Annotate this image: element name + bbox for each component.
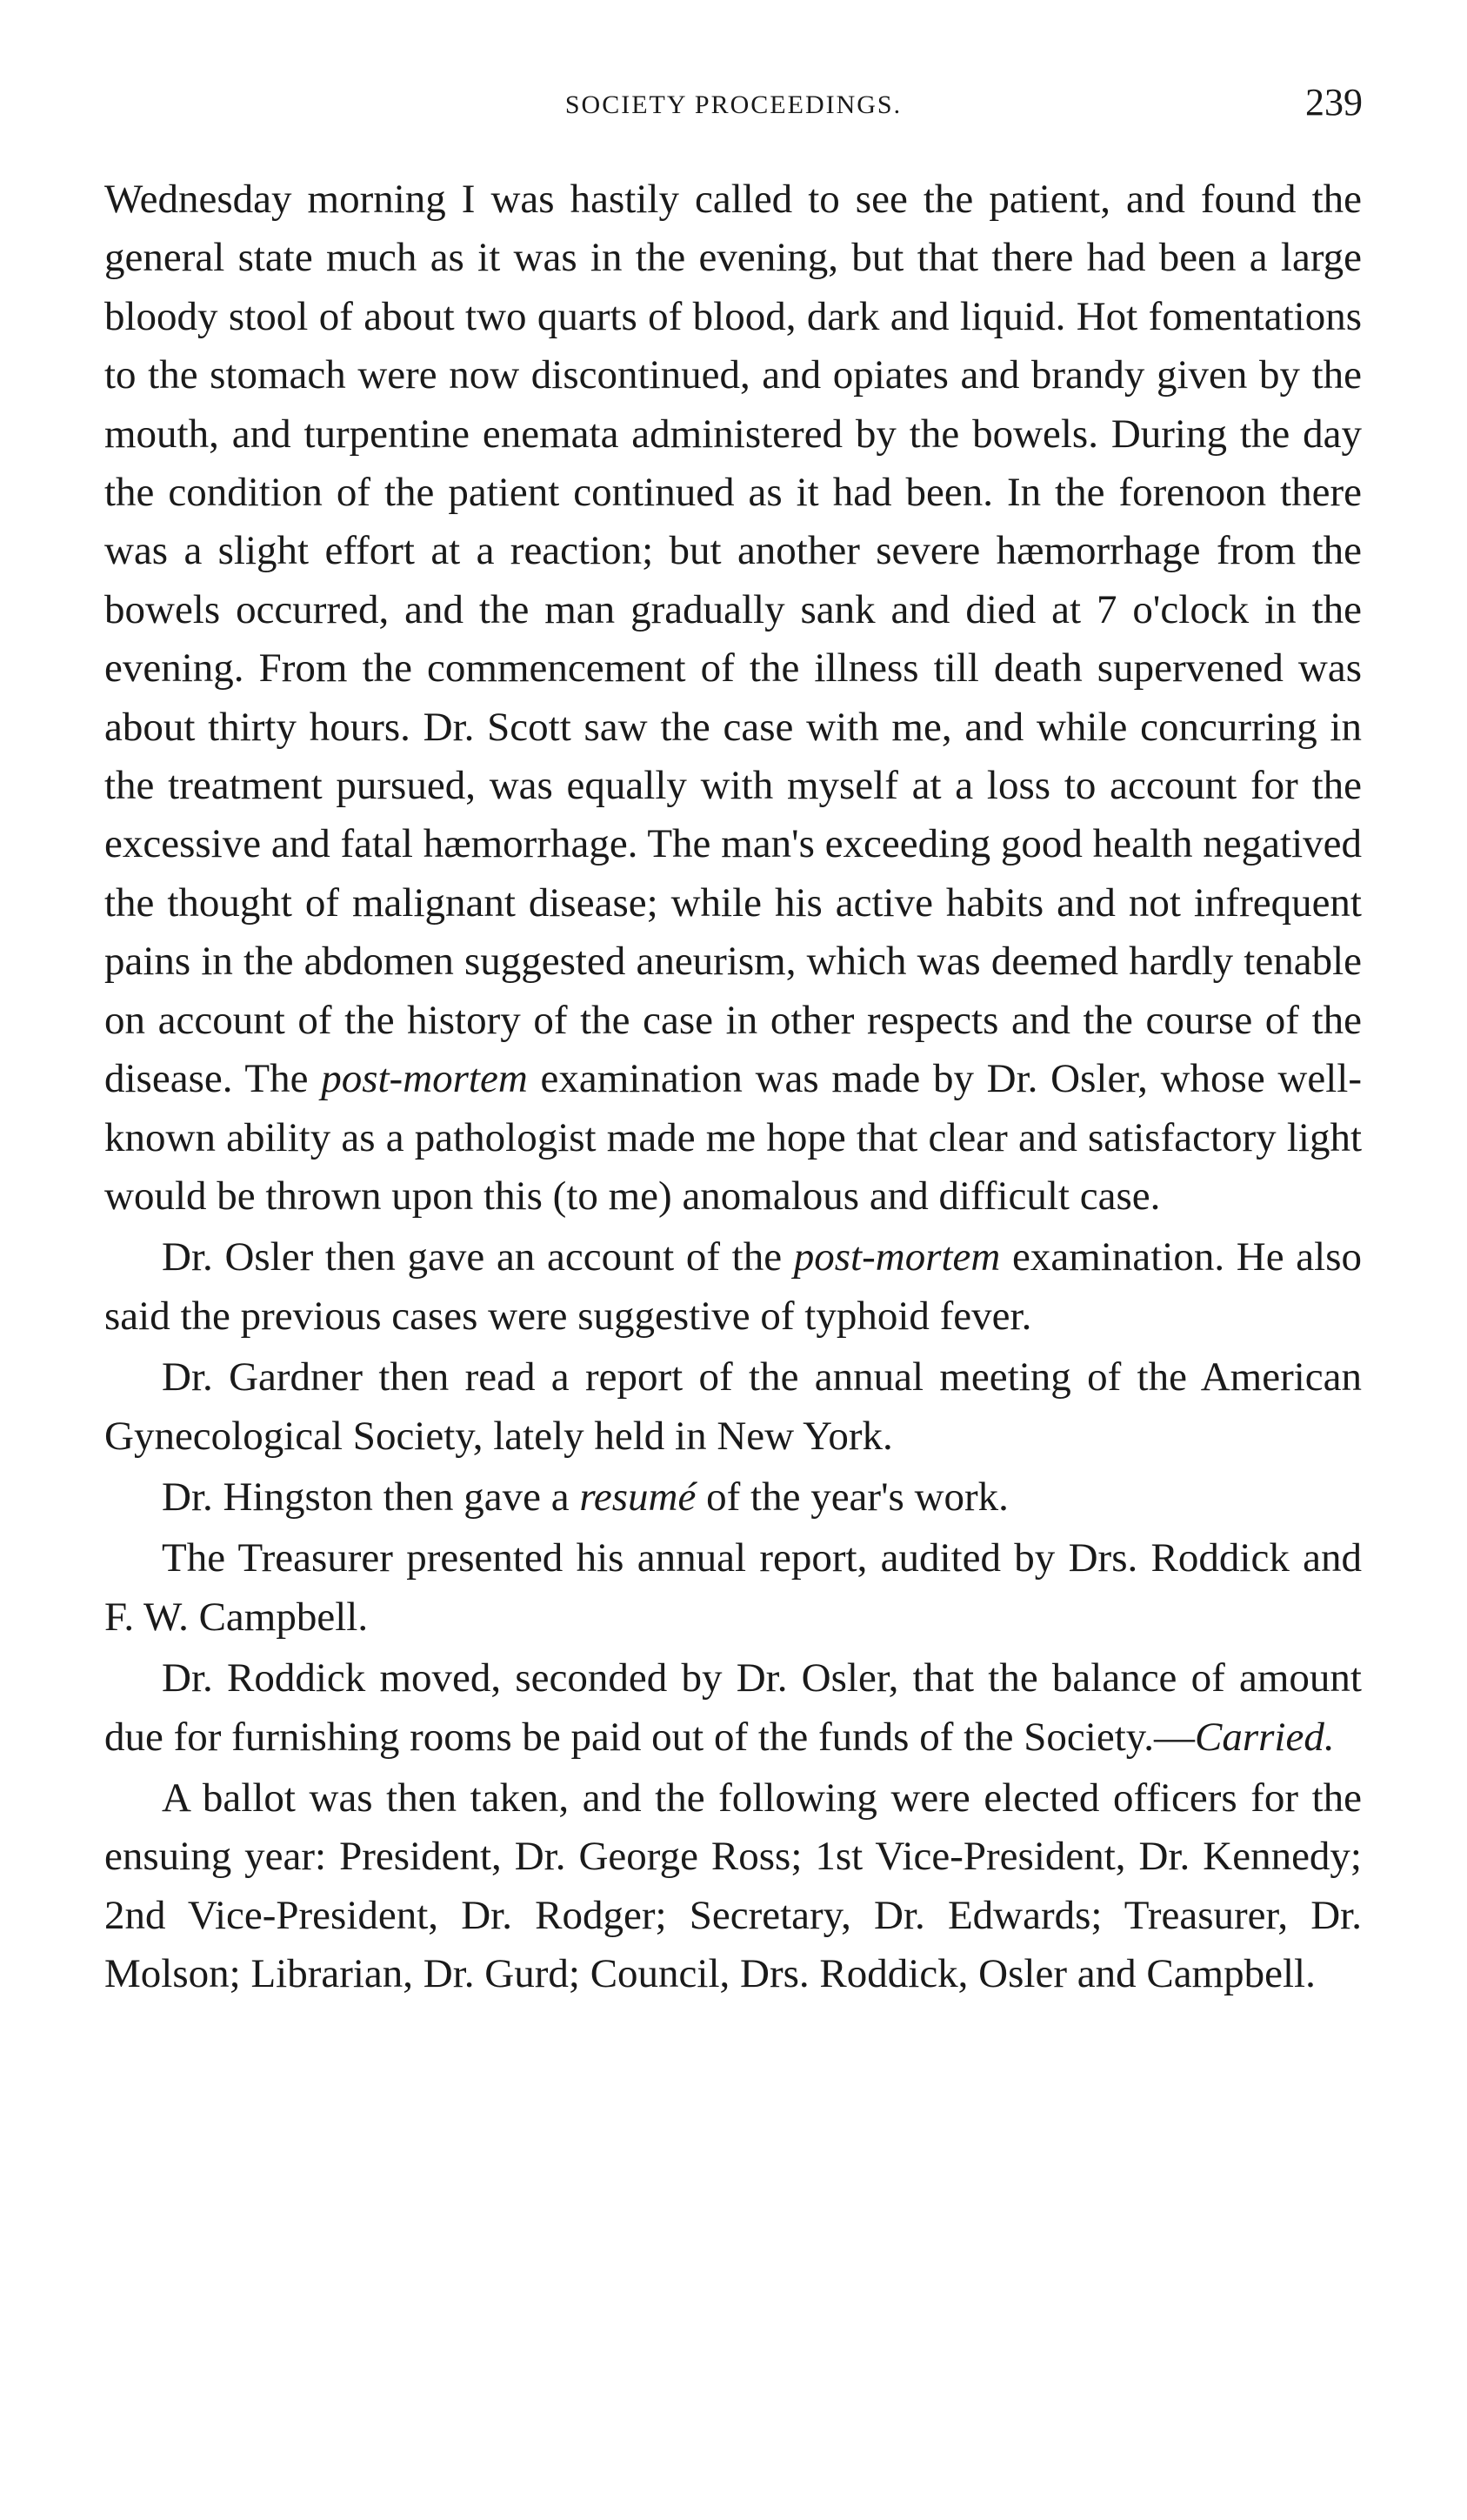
paragraph-treasurer-report: The Treasurer presented his annual report, audited by Drs. Roddick and F. W. Campbell.	[104, 1535, 1362, 1640]
paragraph-case-report: Wednesday morning I was hastily called to see the patient, and found the general state much as it was in the evening, but that there had been a large bloody stool of about two quarts of blood, dark and liquid. Hot fomentations to the stomach were now discontinued, and opiates and brandy given by the mouth, and turpentine enemata administered by the bowels. During the day the condition of the patient continued as it had been. In the forenoon there was a slight effort at a reaction; but another severe hæmorrhage from the bowels occurred, and the man gradually sank and died at 7 o'clock in the evening. From the commencement of the illness till death supervened was about thirty hours. Dr. Scott saw the case with me, and while concurring in the treatment pursued, was equally with myself at a loss to account for the excessive and fatal hæmorrhage. The man's exceeding good health negatived the thought of malignant disease; while his active habits and not infrequent pains in the abdomen suggested aneurism, which was deemed hardly tenable on account of the history of the case in other respects and the course of the disease. The post-mortem examination was made by Dr. Osler, whose well-known ability as a pathologist made me hope that clear and satisfactory light would be thrown upon this (to me) anomalous and difficult case.	[104, 177, 1362, 1219]
running-title: SOCIETY PROCEEDINGS.	[564, 90, 903, 119]
body-text	[104, 170, 1362, 2004]
italic-term: post-mortem	[793, 1234, 1001, 1280]
paragraph-hingston-resume: Dr. Hingston then gave a resumé of the year's work.	[162, 1474, 1009, 1520]
paragraph-election-of-officers: A ballot was then taken, and the following were elected officers for the ensuing year: President, Dr. George Ross; 1st Vice-President, Dr. Kennedy; 2nd Vice-President, Dr. Rodger; Secretary, Dr. Edwards; Treasurer, Dr. Molson; Librarian, Dr. Gurd; Council, Drs. Roddick, Osler and Campbell.	[104, 1775, 1362, 1997]
page-number: 239	[1305, 81, 1363, 124]
running-head	[104, 80, 1363, 132]
italic-term: Carried.	[1194, 1714, 1335, 1760]
paragraph-roddick-motion: Dr. Roddick moved, seconded by Dr. Osler, that the balance of amount due for furnishing rooms be paid out of the funds of the Society.—Carried.	[104, 1655, 1362, 1760]
paragraph-gardner-report: Dr. Gardner then read a report of the annual meeting of the American Gynecological Society, lately held in New York.	[104, 1354, 1362, 1459]
italic-term: resumé	[579, 1474, 697, 1520]
paragraph-osler-account: Dr. Osler then gave an account of the post-mortem examination. He also said the previous cases were suggestive of typhoid fever.	[104, 1234, 1362, 1339]
italic-term: post-mortem	[321, 1056, 528, 1102]
